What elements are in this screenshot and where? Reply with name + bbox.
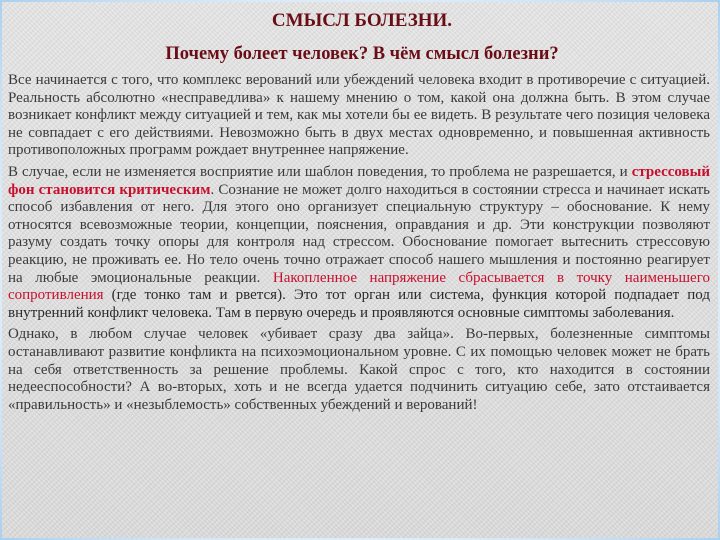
slide-body (8, 72, 710, 418)
slide-title: СМЫСЛ БОЛЕЗНИ. (271, 10, 453, 31)
paragraph-1: Все начинается с того, что комплекс верований или убеждений человека входит в противоречие с ситуацией. Реальность абсолютно «несправедлива» к нашему мнению о том, какой она должна быть. В этом случае возникает конфликт между ситуацией и тем, как мы хотели бы ее видеть. В результате чего позиция человека не совпадает с его действиями. Невозможно быть в двух местах одновременно, и повышенная активность противоположных программ рождает внутреннее напряжение. (8, 72, 710, 159)
slide-card (2, 2, 718, 538)
paragraph-2-middle: . Сознание не может долго находиться в состоянии стресса и начинает искать способ избавления от него. Для этого оно организует специальную структуру – обоснование. К нему относятся всевозможные теории, концепции, пояснения, оправдания и др. Эти конструкции позволяют разуму создать точку опоры для контроля над стрессом. Обоснование помогает вытеснить стрессовую реакцию, не проживать ее. Но тело очень точно отражает способ нашего мышления и постоянно реагирует на любые эмоциональные реакции. (8, 181, 711, 286)
tension-highlight: Накопленное напряжение сбрасывается в точку наименьшего сопротивления (8, 269, 710, 304)
slide-subtitle: Почему болеет человек? В чём смысл болезни? (165, 44, 559, 64)
paragraph-2-start: В случае, если не изменяется восприятие или шаблон поведения, то проблема не разрешается, и (8, 163, 632, 180)
paragraph-2 (8, 164, 710, 322)
paragraph-3: Однако, в любом случае человек «убивает сразу два зайца». Во-первых, болезненные симптомы останавливают развитие конфликта на психоэмоциональном уровне. С их помощью человек может не брать на себя ответственность за решение проблемы. Какой спрос с того, кто находится в состоянии недееспособности? А во-вторых, хоть и не всегда удается подчинить ситуацию себе, зато отстаивается «правильность» и «незыблемость» собственных убеждений и верований! (8, 326, 710, 413)
stress-highlight: стрессовый фон становится критическим (8, 163, 710, 198)
paragraph-2-end: (где тонко там и рвется). Это тот орган или система, функция которой подпадает под внутренний конфликт человека. Там в первую очередь и проявляются основные симптомы заболевания. (8, 287, 710, 321)
